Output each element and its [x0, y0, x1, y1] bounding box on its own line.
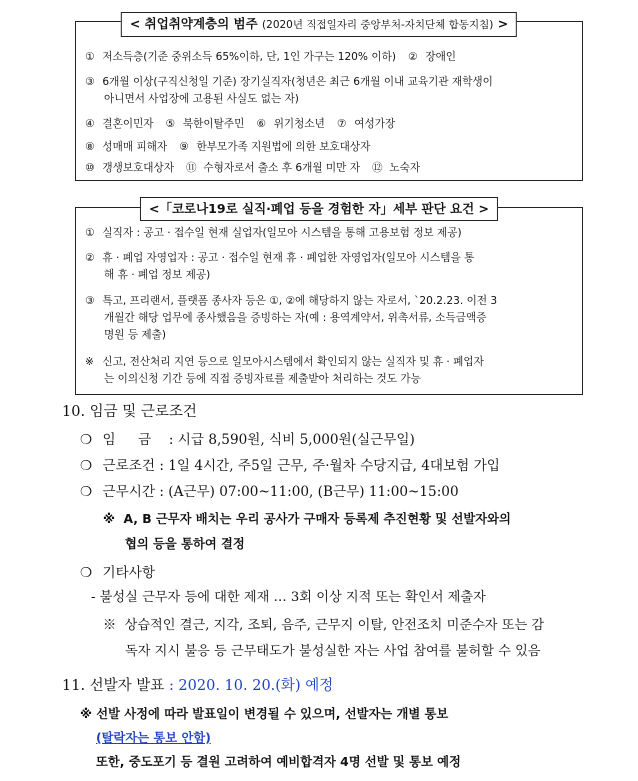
- box2-item-3-cont2: 명원 등 제출): [104, 329, 167, 341]
- conditions-row: ❍ 근로조건 : 1일 4시간, 주5일 근무, 주·월차 수당지급, 4대보험 가입: [80, 458, 500, 474]
- box2-item-3-cont: 개월간 해당 업무에 종사했음을 증빙하는 자(예 : 용역계약서, 위촉서류, 소득금액증: [104, 312, 487, 324]
- box2-item-2: ② 휴 · 폐업 자영업자 : 공고 · 접수일 현재 휴 · 폐업한 자영업자(일모아 시스템을 통: [85, 252, 475, 264]
- etc-sanction: - 불성실 근무자 등에 대한 제재 … 3회 이상 지적 또는 확인서 제출자: [91, 590, 486, 605]
- box2-note: ※ 신고, 전산처리 지연 등으로 일모아시스템에서 확인되지 않는 실직자 및 휴 · 폐업자: [85, 356, 484, 368]
- box1-item-4: ④ 결혼이민자 ⑤ 북한이탈주민 ⑥ 위기청소년 ⑦ 여성가장: [85, 118, 396, 130]
- shift-note-cont: 협의 등을 통하여 결정: [125, 537, 245, 551]
- wage-row: ❍ 임 금 : 시급 8,590원, 식비 5,000원(실근무일): [80, 432, 415, 448]
- box1-item-8: ⑧ 성매매 피해자 ⑨ 한부모가족 지원법에 의한 보호대상자: [85, 141, 371, 153]
- selection-note: ※ 선발 사정에 따라 발표일이 변경될 수 있으며, 선발자는 개별 통보: [80, 707, 449, 721]
- etc-note-cont: 독자 지시 불응 등 근무태도가 불성실한 자는 사업 참여를 불허할 수 있음: [125, 644, 541, 659]
- bullet-icon: ❍: [80, 565, 93, 581]
- box2-item-2-cont: 해 휴 · 폐업 정보 제공): [104, 269, 211, 281]
- bullet-icon: ❍: [80, 484, 93, 500]
- etc-note: ※ 상습적인 결근, 지각, 조퇴, 음주, 근무지 이탈, 안전조치 미준수자 또는 감: [103, 618, 545, 633]
- box1-item-1: ① 저소득층(기준 중위소득 65%이하, 단, 1인 가구는 120% 이하) ② 장애인: [85, 51, 457, 63]
- section-11-heading: 11. 선발자 발표 : 2020. 10. 20.(화) 예정: [62, 678, 334, 694]
- box1-item-3: ③ 6개월 이상(구직신청일 기준) 장기실직자(청년은 최근 6개월 이내 교육기관 재학생이: [85, 76, 493, 88]
- section-10-heading: 10. 임금 및 근로조건: [62, 404, 197, 420]
- work-hours-row: ❍ 근무시간 : (A근무) 07:00~11:00, (B근무) 11:00~15:00: [80, 484, 459, 500]
- bullet-icon: ❍: [80, 432, 93, 448]
- etc-row: ❍ 기타사항: [80, 565, 156, 581]
- shift-note: ※ A, B 근무자 배치는 우리 공사가 구매자 등록제 추진현황 및 선발자와의: [103, 512, 511, 526]
- box2-item-3: ③ 특고, 프리랜서, 플랫폼 종사자 등은 ①, ②에 해당하지 않는 자로서, `20.2.23. 이전 3: [85, 295, 498, 307]
- box1-item-10: ⑩ 갱생보호대상자 ⑪ 수형자로서 출소 후 6개월 미만 자 ⑫ 노숙자: [85, 162, 421, 174]
- box2-note-cont: 는 이의신청 기간 등에 직접 증빙자료를 제출받아 처리하는 것도 가능: [104, 373, 421, 385]
- box2-item-1: ① 실직자 : 공고 · 접수일 현재 실업자(일모아 시스템을 통해 고용보험 정보 제공): [85, 227, 462, 239]
- rejection-notice: (탈락자는 통보 안함): [96, 731, 211, 745]
- reserve-candidates-note: 또한, 중도포기 등 결원 고려하여 예비합격자 4명 선발 및 통보 예정: [96, 755, 461, 769]
- bullet-icon: ❍: [80, 458, 93, 474]
- vulnerable-groups-title: < 취업취약계층의 범주 (2020년 직접일자리 중앙부처-자치단체 합동지침) >: [121, 12, 517, 37]
- announcement-date: : 2020. 10. 20.(화) 예정: [168, 678, 334, 694]
- box1-item-3-cont: 아니면서 사업장에 고용된 사실도 없는 자): [104, 93, 299, 105]
- covid-criteria-title: <「코로나19로 실직·폐업 등을 경험한 자」세부 판단 요건 >: [140, 197, 498, 221]
